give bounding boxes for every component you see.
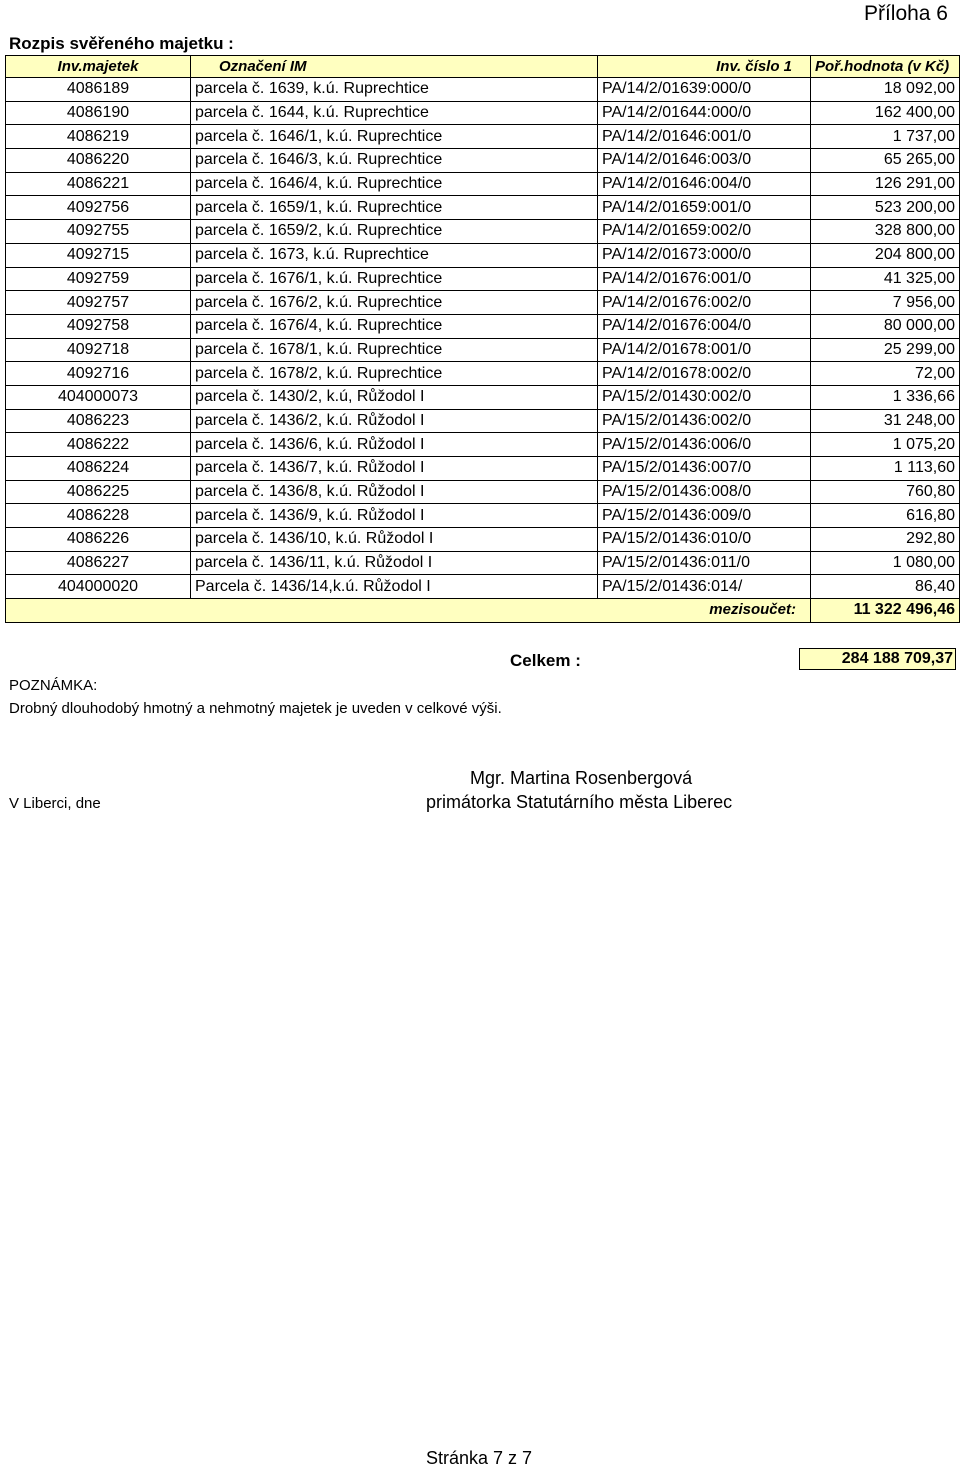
acquisition-value-cell: 41 325,00 (811, 267, 960, 291)
signatory-title: primátorka Statutárního města Liberec (426, 792, 733, 812)
asset-id-cell: 4086222 (6, 433, 191, 457)
document-title: Rozpis svěřeného majetku : (9, 34, 234, 53)
asset-name-cell: parcela č. 1436/8, k.ú. Růžodol I (191, 480, 598, 504)
asset-id-cell: 4092755 (6, 220, 191, 244)
inventory-number-cell: PA/14/2/01639:000/0 (598, 78, 811, 102)
asset-name-cell: parcela č. 1659/2, k.ú. Ruprechtice (191, 220, 598, 244)
acquisition-value-cell: 1 075,20 (811, 433, 960, 457)
asset-id-cell: 4086190 (6, 101, 191, 125)
table-row (6, 575, 960, 599)
asset-id-cell: 4086220 (6, 149, 191, 173)
acquisition-value-cell: 162 400,00 (811, 101, 960, 125)
inventory-number-cell: PA/15/2/01436:014/ (598, 575, 811, 599)
inventory-number-cell: PA/15/2/01436:008/0 (598, 480, 811, 504)
table-row (6, 362, 960, 386)
asset-name-cell: parcela č. 1644, k.ú. Ruprechtice (191, 101, 598, 125)
inventory-number-cell: PA/14/2/01673:000/0 (598, 243, 811, 267)
asset-name-cell: parcela č. 1676/2, k.ú. Ruprechtice (191, 291, 598, 315)
acquisition-value-cell: 204 800,00 (811, 243, 960, 267)
table-row (6, 291, 960, 315)
asset-name-cell: parcela č. 1646/4, k.ú. Ruprechtice (191, 172, 598, 196)
asset-name-cell: parcela č. 1436/11, k.ú. Růžodol I (191, 551, 598, 575)
inventory-number-cell: PA/15/2/01436:011/0 (598, 551, 811, 575)
table-row (6, 504, 960, 528)
inventory-number-cell: PA/14/2/01659:001/0 (598, 196, 811, 220)
acquisition-value-cell: 1 080,00 (811, 551, 960, 575)
asset-name-cell: parcela č. 1430/2, k.ú, Růžodol I (191, 385, 598, 409)
table-header-row (6, 56, 960, 78)
acquisition-value-cell: 18 092,00 (811, 78, 960, 102)
table-row (6, 196, 960, 220)
acquisition-value-cell: 328 800,00 (811, 220, 960, 244)
asset-name-cell: parcela č. 1639, k.ú. Ruprechtice (191, 78, 598, 102)
asset-id-cell: 4092715 (6, 243, 191, 267)
asset-name-cell: parcela č. 1678/1, k.ú. Ruprechtice (191, 338, 598, 362)
table-body (6, 78, 960, 599)
inventory-number-cell: PA/14/2/01676:002/0 (598, 291, 811, 315)
attachment-label: Příloha 6 (863, 2, 948, 25)
inventory-number-cell: PA/15/2/01430:002/0 (598, 385, 811, 409)
asset-name-cell: parcela č. 1646/1, k.ú. Ruprechtice (191, 125, 598, 149)
asset-name-cell: parcela č. 1676/4, k.ú. Ruprechtice (191, 314, 598, 338)
table-row (6, 528, 960, 552)
table-row (6, 457, 960, 481)
acquisition-value-cell: 1 113,60 (811, 457, 960, 481)
note-text: Drobný dlouhodobý hmotný a nehmotný majetek je uveden v celkové výši. (9, 700, 502, 717)
asset-name-cell: parcela č. 1436/6, k.ú. Růžodol I (191, 433, 598, 457)
acquisition-value-cell: 7 956,00 (811, 291, 960, 315)
table-row (6, 314, 960, 338)
assets-table (5, 55, 960, 623)
asset-name-cell: parcela č. 1436/10, k.ú. Růžodol I (191, 528, 598, 552)
table-row (6, 480, 960, 504)
asset-id-cell: 4086224 (6, 457, 191, 481)
table-row (6, 409, 960, 433)
inventory-number-cell: PA/14/2/01644:000/0 (598, 101, 811, 125)
inventory-number-cell: PA/15/2/01436:006/0 (598, 433, 811, 457)
column-header-asset-name: Označení IM (191, 56, 598, 78)
subtotal-value: 11 322 496,46 (811, 599, 960, 623)
asset-id-cell: 4086189 (6, 78, 191, 102)
asset-name-cell: parcela č. 1436/7, k.ú. Růžodol I (191, 457, 598, 481)
asset-id-cell: 4092758 (6, 314, 191, 338)
asset-name-cell: parcela č. 1436/9, k.ú. Růžodol I (191, 504, 598, 528)
inventory-number-cell: PA/15/2/01436:009/0 (598, 504, 811, 528)
total-value: 284 188 709,37 (799, 648, 956, 670)
table-row (6, 385, 960, 409)
inventory-number-cell: PA/14/2/01676:001/0 (598, 267, 811, 291)
asset-id-cell: 4092756 (6, 196, 191, 220)
asset-name-cell: Parcela č. 1436/14,k.ú. Růžodol I (191, 575, 598, 599)
inventory-number-cell: PA/14/2/01678:002/0 (598, 362, 811, 386)
place-date: V Liberci, dne (9, 795, 101, 812)
asset-name-cell: parcela č. 1678/2, k.ú. Ruprechtice (191, 362, 598, 386)
asset-name-cell: parcela č. 1646/3, k.ú. Ruprechtice (191, 149, 598, 173)
inventory-number-cell: PA/14/2/01676:004/0 (598, 314, 811, 338)
inventory-number-cell: PA/15/2/01436:010/0 (598, 528, 811, 552)
acquisition-value-cell: 126 291,00 (811, 172, 960, 196)
asset-name-cell: parcela č. 1676/1, k.ú. Ruprechtice (191, 267, 598, 291)
asset-id-cell: 4086225 (6, 480, 191, 504)
asset-id-cell: 4086227 (6, 551, 191, 575)
table-row (6, 338, 960, 362)
asset-id-cell: 404000020 (6, 575, 191, 599)
acquisition-value-cell: 31 248,00 (811, 409, 960, 433)
subtotal-label: mezisoučet: (6, 599, 811, 623)
table-row (6, 101, 960, 125)
acquisition-value-cell: 760,80 (811, 480, 960, 504)
asset-name-cell: parcela č. 1659/1, k.ú. Ruprechtice (191, 196, 598, 220)
asset-name-cell: parcela č. 1436/2, k.ú. Růžodol I (191, 409, 598, 433)
asset-id-cell: 4086223 (6, 409, 191, 433)
inventory-number-cell: PA/15/2/01436:002/0 (598, 409, 811, 433)
table-row (6, 78, 960, 102)
subtotal-row (6, 599, 960, 623)
asset-id-cell: 4086226 (6, 528, 191, 552)
inventory-number-cell: PA/14/2/01646:003/0 (598, 149, 811, 173)
page-number: Stránka 7 z 7 (426, 1448, 533, 1468)
inventory-number-cell: PA/14/2/01646:001/0 (598, 125, 811, 149)
acquisition-value-cell: 292,80 (811, 528, 960, 552)
asset-id-cell: 4092718 (6, 338, 191, 362)
asset-name-cell: parcela č. 1673, k.ú. Ruprechtice (191, 243, 598, 267)
table-row (6, 220, 960, 244)
total-label: Celkem : (510, 651, 581, 670)
table-row (6, 433, 960, 457)
asset-id-cell: 4092716 (6, 362, 191, 386)
signatory-name: Mgr. Martina Rosenbergová (470, 768, 693, 788)
acquisition-value-cell: 72,00 (811, 362, 960, 386)
acquisition-value-cell: 1 737,00 (811, 125, 960, 149)
asset-id-cell: 4092757 (6, 291, 191, 315)
acquisition-value-cell: 25 299,00 (811, 338, 960, 362)
note-heading: POZNÁMKA: (9, 677, 98, 694)
acquisition-value-cell: 523 200,00 (811, 196, 960, 220)
asset-id-cell: 4086228 (6, 504, 191, 528)
acquisition-value-cell: 616,80 (811, 504, 960, 528)
asset-id-cell: 4092759 (6, 267, 191, 291)
table-row (6, 125, 960, 149)
column-header-inventory-number: Inv. číslo 1 (598, 56, 811, 78)
table-row (6, 243, 960, 267)
table-row (6, 267, 960, 291)
acquisition-value-cell: 80 000,00 (811, 314, 960, 338)
asset-id-cell: 404000073 (6, 385, 191, 409)
column-header-asset-id: Inv.majetek (6, 56, 191, 78)
acquisition-value-cell: 1 336,66 (811, 385, 960, 409)
acquisition-value-cell: 86,40 (811, 575, 960, 599)
acquisition-value-cell: 65 265,00 (811, 149, 960, 173)
table-row (6, 149, 960, 173)
asset-id-cell: 4086221 (6, 172, 191, 196)
asset-id-cell: 4086219 (6, 125, 191, 149)
inventory-number-cell: PA/14/2/01678:001/0 (598, 338, 811, 362)
column-header-acquisition-value: Poř.hodnota (v Kč) (811, 56, 960, 78)
table-row (6, 551, 960, 575)
table-row (6, 172, 960, 196)
inventory-number-cell: PA/15/2/01436:007/0 (598, 457, 811, 481)
inventory-number-cell: PA/14/2/01659:002/0 (598, 220, 811, 244)
inventory-number-cell: PA/14/2/01646:004/0 (598, 172, 811, 196)
